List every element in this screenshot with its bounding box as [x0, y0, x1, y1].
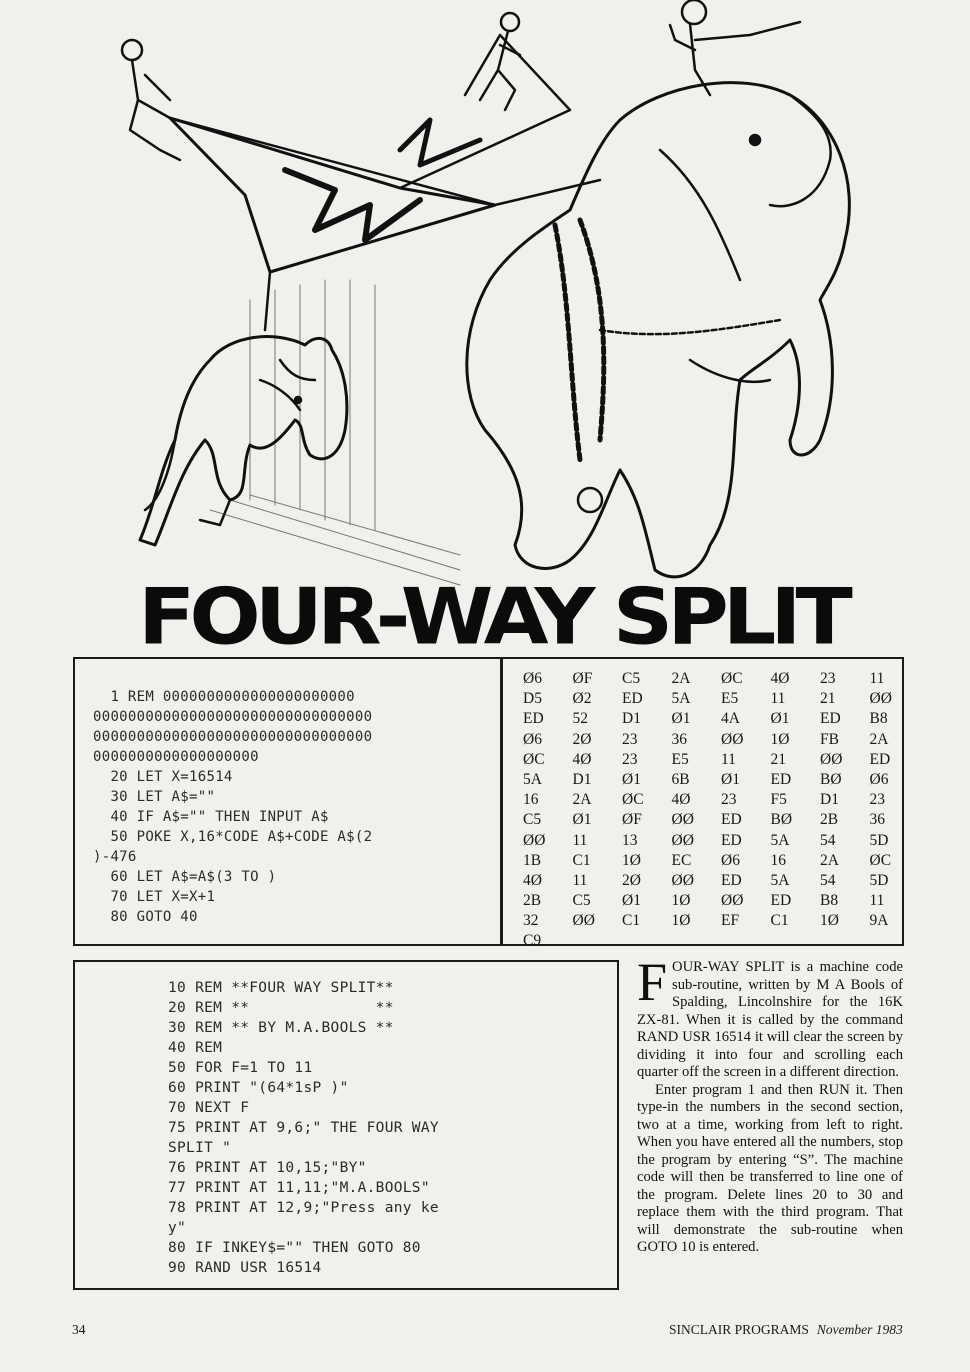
hex-cell: 21 [770, 750, 786, 768]
hex-cell: 6B [671, 770, 690, 788]
code-line: 76 PRINT AT 10,15;"BY" [168, 1160, 367, 1176]
hex-row [523, 871, 919, 891]
hex-cell: ED [721, 871, 742, 889]
hex-cell: 52 [572, 710, 588, 728]
hex-cell: B8 [869, 710, 888, 728]
hex-cell: 2Ø [572, 730, 592, 748]
hex-cell: ØØ [721, 892, 744, 910]
hex-cell: ØC [869, 851, 892, 869]
hex-cell: 11 [869, 670, 885, 687]
hex-cell: 16 [770, 851, 786, 869]
hex-cell: Ø1 [622, 892, 641, 910]
hex-cell: Ø6 [523, 670, 542, 687]
listing-3-code [168, 978, 439, 1278]
hex-cell: ØF [622, 811, 642, 829]
hex-cell: ØØ [671, 831, 694, 849]
hex-cell: ØF [572, 670, 593, 687]
hex-cell: C1 [622, 912, 641, 930]
hex-cell: 11 [869, 892, 885, 910]
hex-row [523, 689, 919, 709]
drop-cap: F [637, 952, 668, 1012]
hex-cell: E5 [721, 690, 739, 708]
hex-cell: 2B [820, 811, 839, 829]
hex-cell: 11 [721, 750, 736, 768]
program-listing-3 [73, 960, 619, 1290]
code-line: 00000000000000000000000000000000 [93, 729, 373, 745]
hex-row [523, 709, 919, 729]
hex-cell: 4A [721, 710, 740, 728]
hex-cell: 23 [622, 730, 638, 748]
hex-cell: D5 [523, 690, 542, 708]
article-paragraph-2: Enter program 1 and then RUN it. Then type-in the numbers in the second section, two at a time, working from left to right. When you have entered all the numbers, stop the program by entering “S”. The machine code will then be transferred to line one of the program. Delete lines 20 to 30 and replace them with the third program. That will demonstrate the sub-routine when GOTO 10 is entered. [637, 1081, 903, 1255]
hex-cell: ED [770, 892, 792, 910]
hex-cell: ED [721, 811, 742, 829]
hex-cell: Ø1 [721, 770, 740, 788]
hex-cell: Ø6 [523, 730, 542, 748]
hex-cell: ØØ [671, 811, 694, 829]
hex-cell: D1 [572, 770, 592, 788]
hex-cell: 23 [721, 791, 737, 809]
hex-cell: 4Ø [523, 871, 542, 889]
code-line: 10 REM **FOUR WAY SPLIT** [168, 980, 394, 996]
hex-cell: B8 [820, 892, 839, 910]
hex-cell: 2A [820, 851, 839, 869]
code-line: 30 LET A$="" [93, 789, 216, 805]
article-paragraph-1-text: OUR-WAY SPLIT is a machine code sub-routine, written by M A Bools of Spalding, Lincolnshire for the 16K ZX-81. When it is called by the command RAND USR 16514 it will clear the screen by dividing it into four and scrolling each quarter off the screen in a different direction. [637, 959, 903, 1080]
code-line: y" [168, 1220, 187, 1236]
hex-cell: 2A [671, 670, 691, 687]
program-listing-1 [73, 657, 503, 946]
code-line: )-476 [93, 849, 137, 865]
issue-date: November 1983 [816, 1322, 903, 1337]
hex-row [523, 669, 919, 689]
hex-row [523, 931, 919, 951]
code-line: 20 REM ** ** [168, 1000, 394, 1016]
hex-cell: 4Ø [671, 791, 691, 809]
hex-cell: BØ [770, 811, 793, 829]
hex-cell: D1 [820, 791, 839, 809]
machine-code-hex-table [500, 657, 904, 950]
code-line: 70 LET X=X+1 [93, 889, 216, 905]
hex-cell: ØC [523, 750, 545, 768]
hex-cell: 1Ø [671, 912, 691, 930]
hex-cell: 32 [523, 912, 539, 930]
hex-cell: ED [770, 770, 792, 788]
hex-cell: 1Ø [671, 892, 691, 910]
page-title: FOUR-WAY SPLIT [138, 571, 847, 662]
hex-cell: ØØ [671, 871, 694, 889]
hex-cell: 23 [622, 750, 638, 768]
code-line: 50 FOR F=1 TO 11 [168, 1060, 313, 1076]
hex-row [523, 730, 919, 750]
hex-cell: Ø1 [572, 811, 592, 829]
code-line: 50 POKE X,16*CODE A$+CODE A$(2 [93, 829, 373, 845]
hex-cell: 1Ø [770, 730, 790, 748]
hex-cell: C5 [523, 811, 542, 829]
hex-cell: 5D [869, 831, 889, 849]
hex-row [523, 851, 919, 871]
hex-cell: 23 [820, 670, 836, 687]
hex-cell: 54 [820, 831, 836, 849]
publication-footer [669, 1322, 903, 1338]
hex-cell: ED [869, 750, 891, 768]
hex-cell: Ø2 [572, 690, 592, 708]
code-line: 30 REM ** BY M.A.BOOLS ** [168, 1020, 394, 1036]
hex-cell: ED [523, 710, 544, 728]
hex-cell: 11 [770, 690, 786, 708]
hex-row [523, 891, 919, 911]
hex-cell: ED [721, 831, 742, 849]
hex-row [523, 911, 919, 931]
code-line: 77 PRINT AT 11,11;"M.A.BOOLS" [168, 1180, 430, 1196]
article-paragraph-1 [637, 952, 903, 1082]
hex-cell: 5A [671, 690, 691, 708]
code-line: 80 IF INKEY$="" THEN GOTO 80 [168, 1240, 421, 1256]
hex-cell: 5A [770, 871, 790, 889]
hex-cell: ØØ [523, 831, 546, 849]
hex-cell: 13 [622, 831, 638, 849]
hex-cell: 5A [770, 831, 790, 849]
hex-row [523, 790, 919, 810]
hex-cell: Ø1 [622, 770, 641, 788]
hex-cell: ED [622, 690, 643, 708]
hex-cell: E5 [671, 750, 689, 768]
hex-cell: 1B [523, 851, 542, 869]
hex-cell: Ø6 [869, 770, 889, 788]
hex-cell: ØC [622, 791, 644, 809]
hex-cell: 2A [572, 791, 592, 809]
hex-cell: 5A [523, 770, 542, 788]
elephant-horse-banner-illustration [100, 0, 900, 600]
hex-cell: 4Ø [770, 670, 790, 687]
hex-cell: ØØ [721, 730, 744, 748]
hex-cell: D1 [622, 710, 641, 728]
hex-cell: ØØ [820, 750, 843, 768]
hex-cell: Ø6 [721, 851, 740, 869]
hex-cell: 1Ø [820, 912, 839, 930]
hex-cell: 5D [869, 871, 889, 889]
hex-cell: 36 [869, 811, 885, 829]
hex-cell: 9A [869, 912, 889, 930]
hex-cell: EC [671, 851, 692, 869]
code-line: 80 GOTO 40 [93, 909, 198, 925]
code-line: 90 RAND USR 16514 [168, 1260, 322, 1276]
hex-cell: 36 [671, 730, 687, 748]
hex-cell: EF [721, 912, 740, 930]
hex-cell: C5 [622, 670, 641, 687]
hex-cell: 4Ø [572, 750, 592, 768]
code-line: 0000000000000000000 [93, 749, 259, 765]
code-line: 75 PRINT AT 9,6;" THE FOUR WAY [168, 1120, 439, 1136]
hex-cell: C5 [572, 892, 591, 910]
page-number: 34 [72, 1322, 86, 1337]
hex-cell: 23 [869, 791, 885, 809]
code-line: 1 REM 0000000000000000000000 [93, 689, 355, 705]
hex-cell: ED [820, 710, 841, 728]
hex-cell: 2B [523, 892, 542, 910]
hex-cell: FB [820, 730, 839, 748]
hex-cell: 2Ø [622, 871, 641, 889]
hex-row [523, 770, 919, 790]
code-line: 40 IF A$="" THEN INPUT A$ [93, 809, 329, 825]
hex-cell: ØØ [572, 912, 595, 930]
code-line: 70 NEXT F [168, 1100, 250, 1116]
code-line: 20 LET X=16514 [93, 769, 233, 785]
code-line: 78 PRINT AT 12,9;"Press any ke [168, 1200, 439, 1216]
hex-cell: Ø1 [671, 710, 691, 728]
hex-row [523, 831, 919, 851]
code-line: 40 REM [168, 1040, 223, 1056]
code-line: 60 PRINT "(64*1sP )" [168, 1080, 349, 1096]
hex-cell: 1Ø [622, 851, 641, 869]
hex-cell: C1 [572, 851, 591, 869]
hex-row [523, 750, 919, 770]
listing-1-code [93, 687, 372, 927]
hex-cell: ØC [721, 670, 743, 687]
article-body [637, 952, 903, 1257]
code-line: SPLIT " [168, 1140, 232, 1156]
hex-cell: F5 [770, 791, 787, 809]
hex-cell: C9 [523, 932, 542, 950]
hex-cell: BØ [820, 770, 842, 788]
code-line: 00000000000000000000000000000000 [93, 709, 373, 725]
hex-cell: 11 [572, 871, 588, 889]
hex-cell: 16 [523, 791, 539, 809]
hex-cell: 11 [572, 831, 588, 849]
code-line: 60 LET A$=A$(3 TO ) [93, 869, 277, 885]
hex-cell: Ø1 [770, 710, 790, 728]
publication-name: SINCLAIR PROGRAMS [669, 1322, 809, 1337]
hex-cell: ØØ [869, 690, 892, 708]
hex-row [523, 810, 919, 830]
hex-grid [523, 669, 919, 952]
hex-cell: 54 [820, 871, 836, 889]
hex-cell: 21 [820, 690, 836, 708]
hex-cell: 2A [869, 730, 889, 748]
hex-cell: C1 [770, 912, 789, 930]
